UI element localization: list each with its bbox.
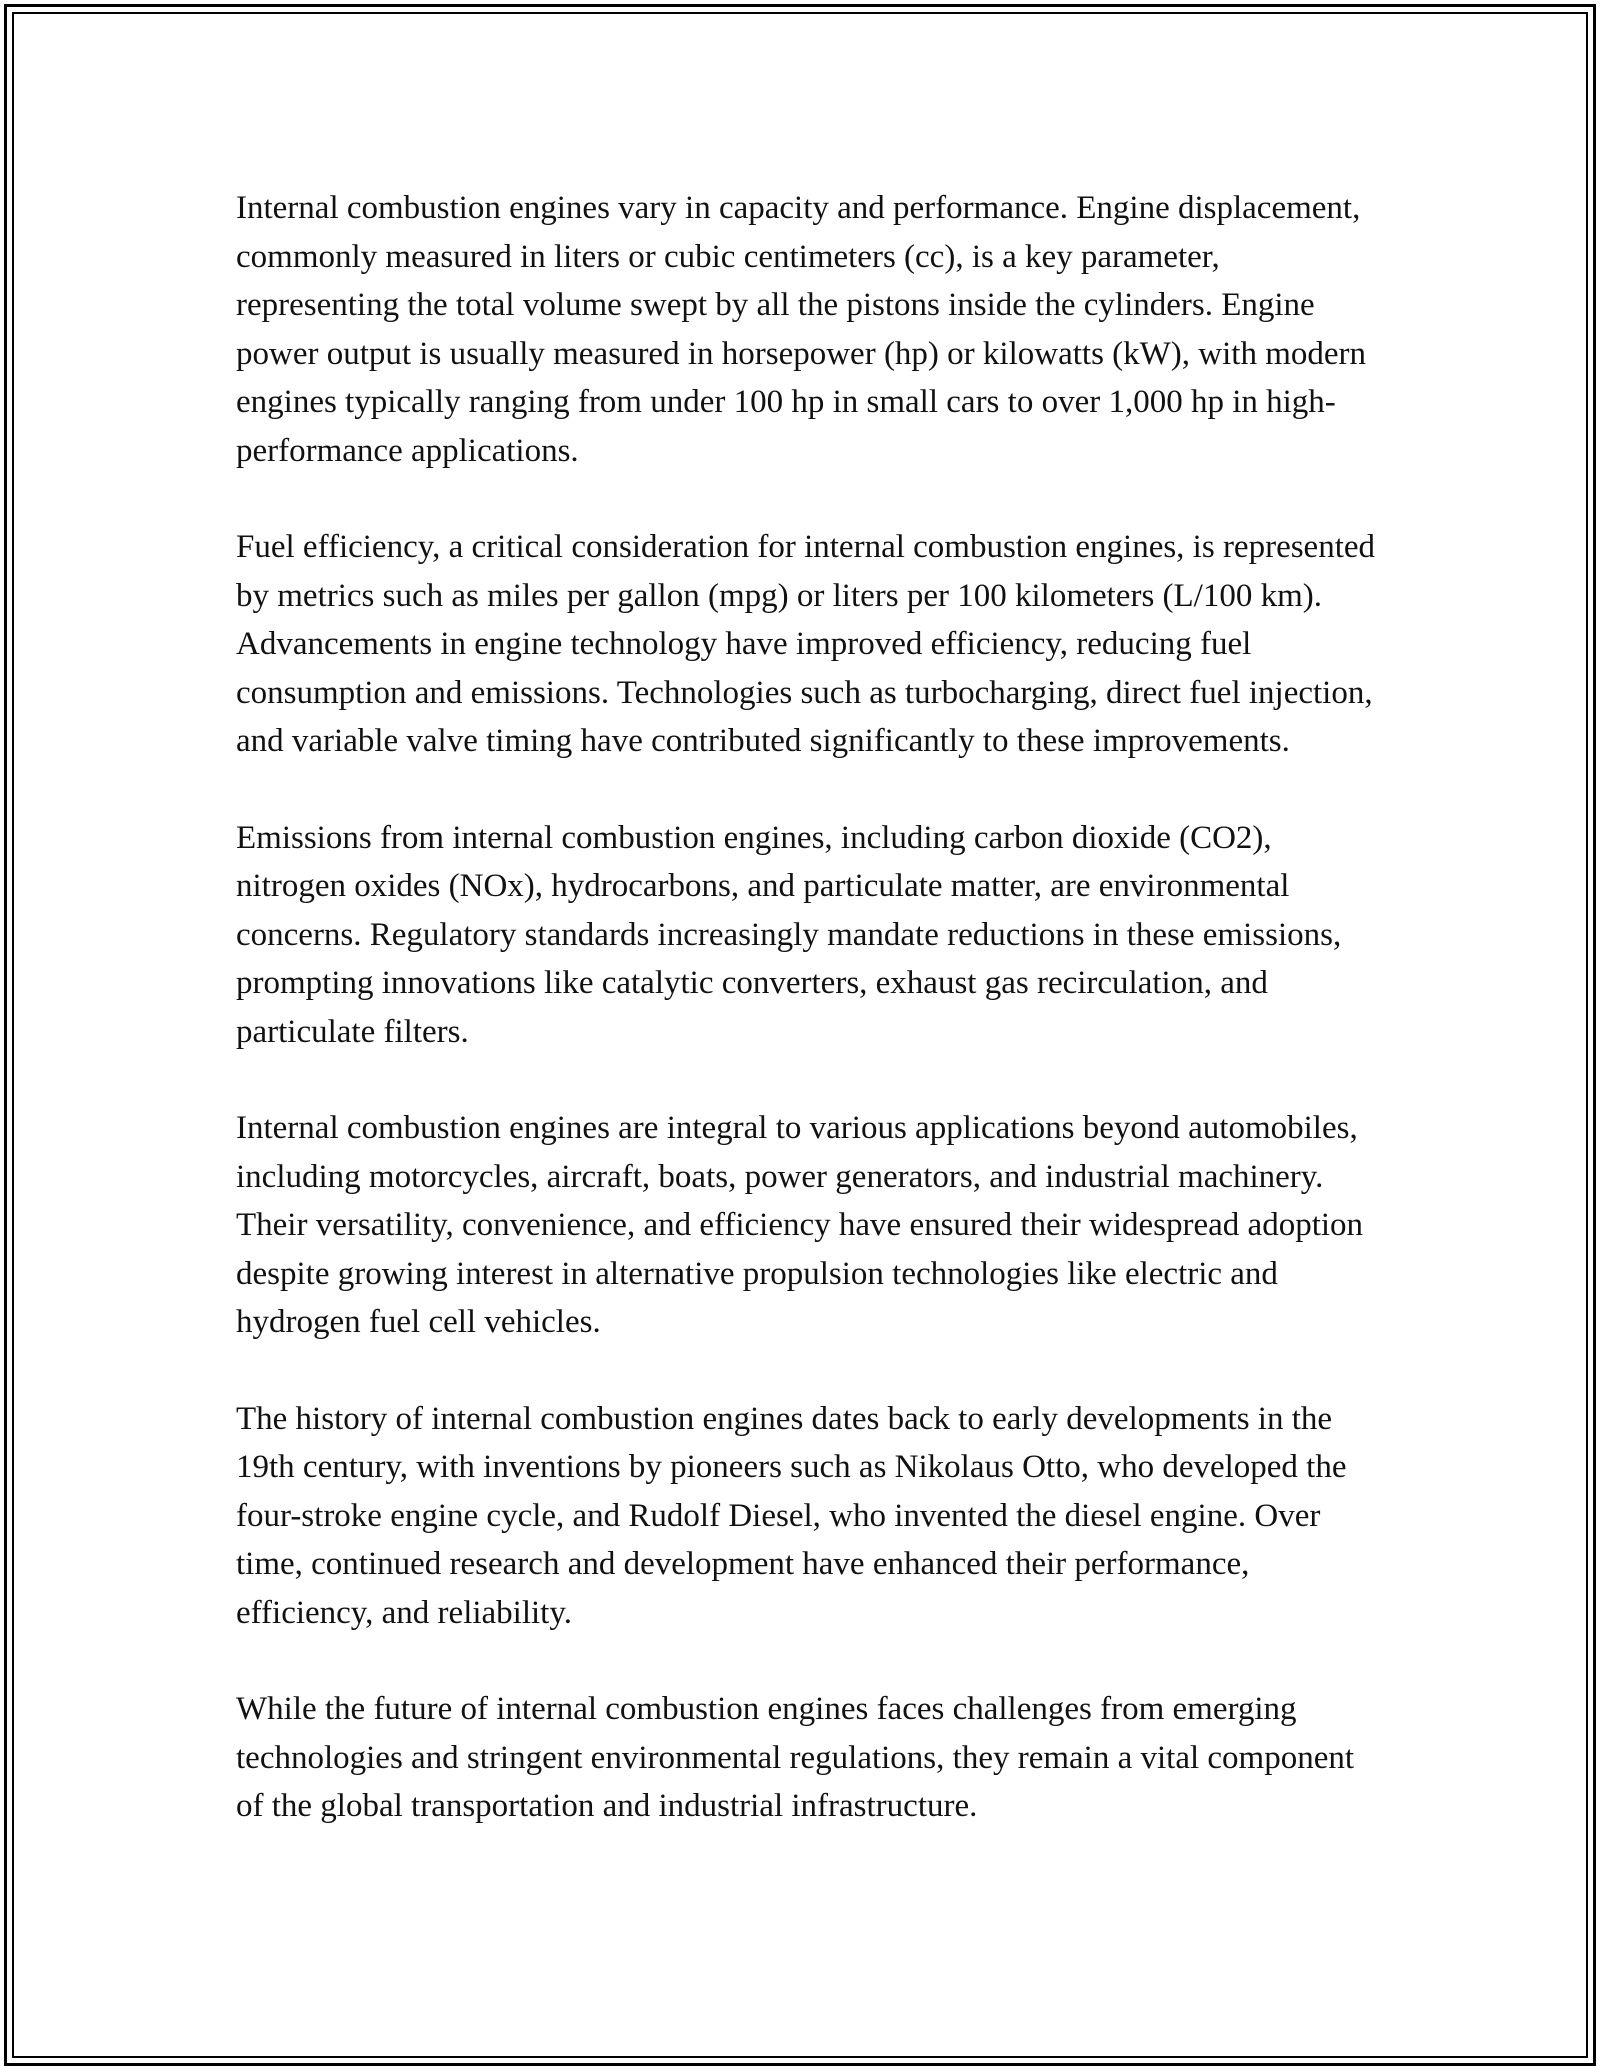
paragraph-engine-capacity: Internal combustion engines vary in capacity and performance. Engine displacement, commonly measured in liters or cubic centimeters (cc), is a key parameter, representing the total volume swept by all the pistons inside the cylinders. Engine power output is usually measured in horsepower (hp) or kilowatts (kW), with modern engines typically ranging from under 100 hp in small cars to over 1,000 hp in high-performance applications.: [236, 190, 1367, 469]
paragraph-history: The history of internal combustion engines dates back to early developments in the 19th century, with inventions by pioneers such as Nikolaus Otto, who developed the four-stroke engine cycle, and Rudolf Diesel, who invented the diesel engine. Over time, continued research and development have enhanced their performance, efficiency, and reliability.: [236, 1400, 1347, 1631]
paragraph-applications: Internal combustion engines are integral to various applications beyond automobiles, including motorcycles, aircraft, boats, power generators, and industrial machinery. Their versatility, convenience, and efficiency have ensured their widespread adoption despite growing interest in alternative propulsion technologies like electric and hydrogen fuel cell vehicles.: [236, 1110, 1364, 1340]
paragraph-emissions: Emissions from internal combustion engines, including carbon dioxide (CO2), nitrogen oxides (NOx), hydrocarbons, and particulate matter, are environmental concerns. Regulatory standards increasingly mandate reductions in these emissions, prompting innovations like catalytic converters, exhaust gas recirculation, and particulate filters.: [236, 819, 1342, 1050]
paragraph-fuel-efficiency: Fuel efficiency, a critical consideration for internal combustion engines, is represented by metrics such as miles per gallon (mpg) or liters per 100 kilometers (L/100 km). Advancements in engine technology have improved efficiency, reducing fuel consumption and emissions. Technologies such as turbocharging, direct fuel injection, and variable valve timing have contributed significantly to these improvements.: [236, 529, 1376, 759]
document-body: [236, 184, 1386, 1879]
paragraph-future: While the future of internal combustion engines faces challenges from emerging technologies and stringent environmental regulations, they remain a vital component of the global transportation and industrial infrastructure.: [236, 1691, 1355, 1824]
